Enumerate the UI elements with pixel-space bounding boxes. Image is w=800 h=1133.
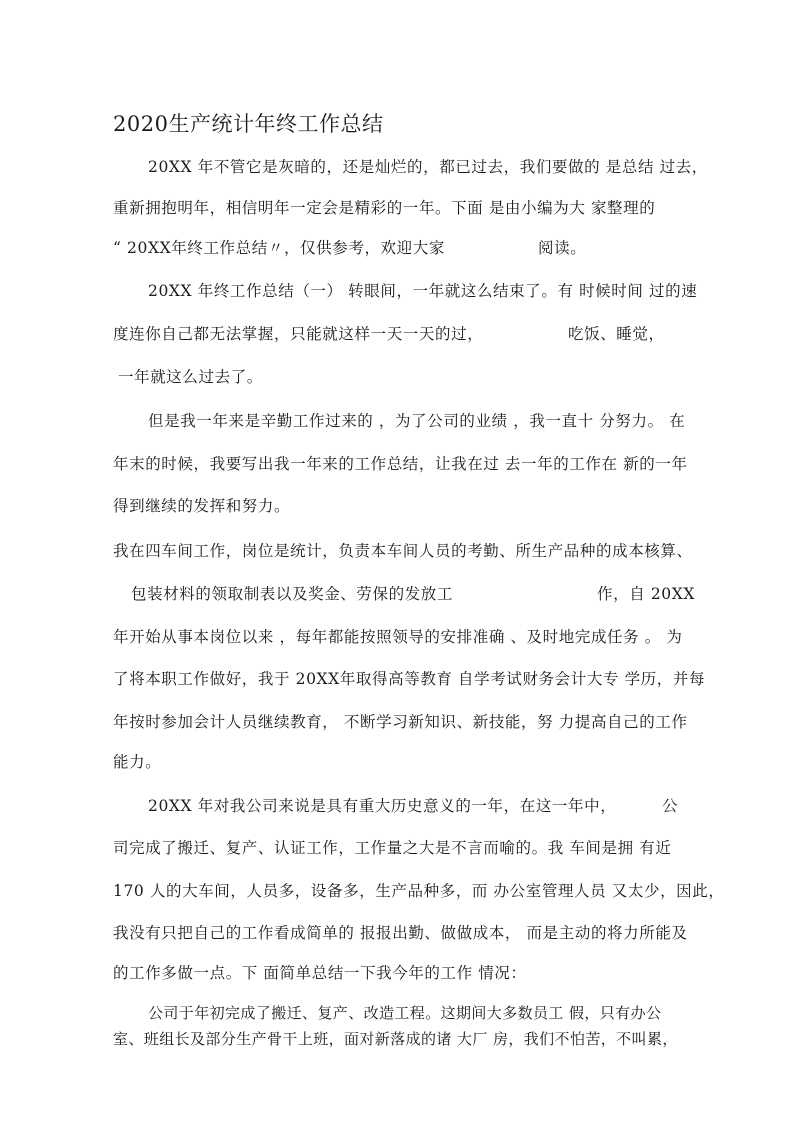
paragraph-line: 我在四车间工作，岗位是统计，负责本车间人员的考勤、所生产品种的成本核算、 [113,542,693,560]
paragraph-line: 重新拥抱明年，相信明年一定会是精彩的一年。下面 是由小编为大 家整理的 [113,199,656,217]
paragraph-line: 吃饭、睡觉， [568,325,665,343]
paragraph-line: 年开始从事本岗位以来 ，每年都能按照领导的安排准确 、及时地完成任务 。 为 [113,628,683,646]
paragraph-line: 20XX 年对我公司来说是具有重大历史意义的一年，在这一年中， [148,797,617,815]
paragraph-line: 一年就这么过去了。 [118,368,263,386]
paragraph-line: 包装材料的领取制表以及奖金、劳保的发放工 [131,585,454,603]
paragraph-line: 170 人的大车间，人员多，设备多，生产品种多，而 办公室管理人员 又太少，因此， [113,882,725,900]
paragraph-line: 度连你自己都无法掌握，只能就这样一天一天的过， [113,325,484,343]
paragraph-line: 司完成了搬迁、复产、认证工作，工作量之大是不言而喻的。我 车间是拥 有近 [113,839,672,857]
paragraph-line: 年按时参加会计人员继续教育， 不断学习新知识、新技能，努 力提高自己的工作 [113,713,688,731]
paragraph-line: 室、班组长及部分生产骨干上班，面对新落成的诸 大厂 房，我们不怕苦，不叫累， [113,1030,678,1048]
paragraph-line: 公司于年初完成了搬迁、复产、改造工程。这期间大多数员工 假，只有办公 [148,1004,662,1022]
paragraph-line: 年末的时候，我要写出我一年来的工作总结，让我在过 去一年的工作在 新的一年 [113,455,688,473]
paragraph-line: 20XX 年终工作总结（一） 转眼间，一年就这么结束了。有 时候时间 过的速 [148,282,698,300]
paragraph-line: 我没有只把自己的工作看成简单的 报报出勤、做做成本， 而是主动的将力所能及 [113,924,688,942]
paragraph-line: 得到继续的发挥和努力。 [113,497,291,515]
paragraph-line: “ 20XX年终工作总结〃，仅供参考，欢迎大家 [113,239,445,257]
paragraph-line: 了将本职工作做好，我于 20XX年取得高等教育 自学考试财务会计大专 学历，并每 [113,670,706,688]
paragraph-line: 能力。 [113,753,162,771]
paragraph-line: 作，自 20XX [597,585,696,603]
paragraph-line: 阅读。 [538,239,587,257]
paragraph-line: 20XX 年不管它是灰暗的，还是灿烂的，都已过去，我们要做的 是总结 过去， [148,158,708,176]
paragraph-line: 公 [662,797,679,815]
paragraph-line: 但是我一年来是辛勤工作过来的 ，为了公司的业绩 ，我一直十 分努力。 在 [148,412,686,430]
paragraph-line: 的工作多做一点。下 面简单总结一下我今年的工作 情况： [113,964,527,982]
document-title: 2020生产统计年终工作总结 [113,112,384,136]
